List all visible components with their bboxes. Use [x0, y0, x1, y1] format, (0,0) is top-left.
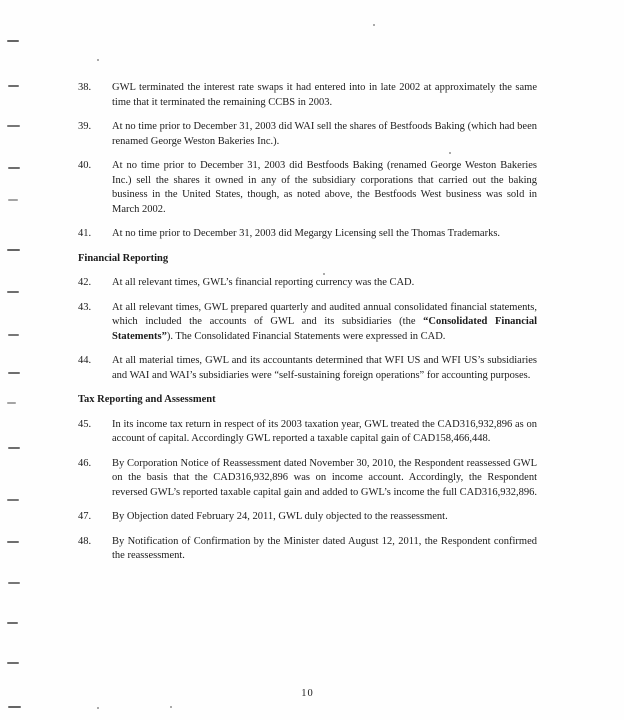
scan-margin-mark — [7, 249, 20, 251]
scan-margin-mark — [7, 622, 18, 624]
paragraph-item — [78, 510, 537, 525]
paragraph-item — [78, 159, 537, 217]
scan-margin-mark — [8, 334, 19, 336]
paragraph-item — [78, 81, 537, 110]
page-number: 10 — [301, 688, 314, 699]
scan-margin-mark — [8, 447, 20, 449]
paragraph-item — [78, 535, 537, 564]
scan-margin-mark — [7, 499, 19, 501]
paragraph-number: 45. — [78, 418, 92, 430]
scan-margin-mark — [7, 125, 20, 127]
paragraph-item — [78, 227, 537, 242]
paragraph-number: 46. — [78, 457, 92, 469]
scan-margin-mark — [8, 199, 18, 201]
scan-speck — [97, 707, 99, 709]
paragraph-text: In its income tax return in respect of its 2003 taxation year, GWL treated the CAD316,932,896 as on account of capital. Accordingly GWL reported a taxable capital gain of CAD158,466,448. — [112, 418, 537, 444]
paragraph-number: 47. — [78, 511, 92, 522]
scan-margin-mark — [7, 402, 16, 404]
paragraph-number: 43. — [78, 301, 92, 313]
scan-margin-mark — [7, 541, 19, 543]
scan-margin-mark — [8, 167, 20, 169]
paragraph-text: GWL terminated the interest rate swaps it had entered into in late 2002 at approximately the same time that it terminated the remaining CCBS in 2003. — [112, 82, 537, 108]
scan-margin-mark — [8, 85, 19, 87]
paragraph-number: 41. — [78, 228, 92, 239]
paragraph-text: At all relevant times, GWL’s financial reporting currency was the CAD. — [112, 277, 415, 288]
paragraph-item — [78, 120, 537, 149]
paragraph-text: By Objection dated February 24, 2011, GWL duly objected to the reassessment. — [112, 511, 448, 522]
paragraph-text: At no time prior to December 31, 2003 did WAI sell the shares of Bestfoods Baking (which had been renamed George Weston Bakeries Inc.). — [112, 121, 537, 147]
paragraph-number: 42. — [78, 277, 92, 288]
paragraph-item — [78, 301, 537, 345]
scan-speck — [170, 706, 172, 708]
paragraph-item — [78, 418, 537, 447]
scan-margin-mark — [8, 706, 21, 708]
paragraph-text: At no time prior to December 31, 2003 did Bestfoods Baking (renamed George Weston Bakeries Inc.) sell the shares it owned in any of the subsidiary corporations that carried out the baking business in the United States, though, as noted above, the Bestfoods West business was sold in March 2002. — [112, 160, 537, 215]
section-heading: Tax Reporting and Assessment — [78, 394, 216, 405]
paragraph-text: By Notification of Confirmation by the Minister dated August 12, 2011, the Respondent confirmed the reassessment. — [112, 535, 537, 561]
scan-speck — [373, 24, 375, 26]
paragraph-number: 44. — [78, 355, 92, 366]
paragraph-number: 39. — [78, 121, 92, 132]
paragraph-text: At all relevant times, GWL prepared quarterly and audited annual consolidated financial statements, which included the accounts of GWL and its subsidiaries (the “Consolidated Financial Statements”). The Consolidated Financial Statements were expressed in CAD. — [112, 301, 538, 342]
paragraph-item — [78, 354, 537, 383]
document-body — [78, 81, 537, 574]
paragraph-item — [78, 457, 537, 501]
scan-speck — [97, 59, 99, 61]
paragraph-text: At no time prior to December 31, 2003 did Megargy Licensing sell the Thomas Trademarks. — [112, 228, 501, 239]
paragraph-number: 48. — [78, 535, 92, 547]
paragraph-item — [78, 276, 537, 291]
scan-margin-mark — [7, 40, 19, 42]
paragraph-text: At all material times, GWL and its accountants determined that WFI US and WFI US’s subsidiaries and WAI and WAI’s subsidiaries were “self-sustaining foreign operations” for accounting purposes. — [112, 355, 537, 381]
paragraph-number: 38. — [78, 82, 92, 93]
scan-margin-mark — [8, 582, 20, 584]
paragraph-text: By Corporation Notice of Reassessment dated November 30, 2010, the Respondent reassessed GWL on the basis that the CAD316,932,896 was on income account. Accordingly, the Respondent reversed GWL’s reported taxable capital gain and added to GWL’s income the full CAD316,932,896. — [112, 457, 537, 498]
section-heading: Financial Reporting — [78, 252, 169, 264]
scan-margin-mark — [8, 372, 20, 374]
scan-margin-mark — [7, 291, 19, 293]
paragraph-number: 40. — [78, 160, 92, 171]
scan-margin-mark — [7, 662, 19, 664]
